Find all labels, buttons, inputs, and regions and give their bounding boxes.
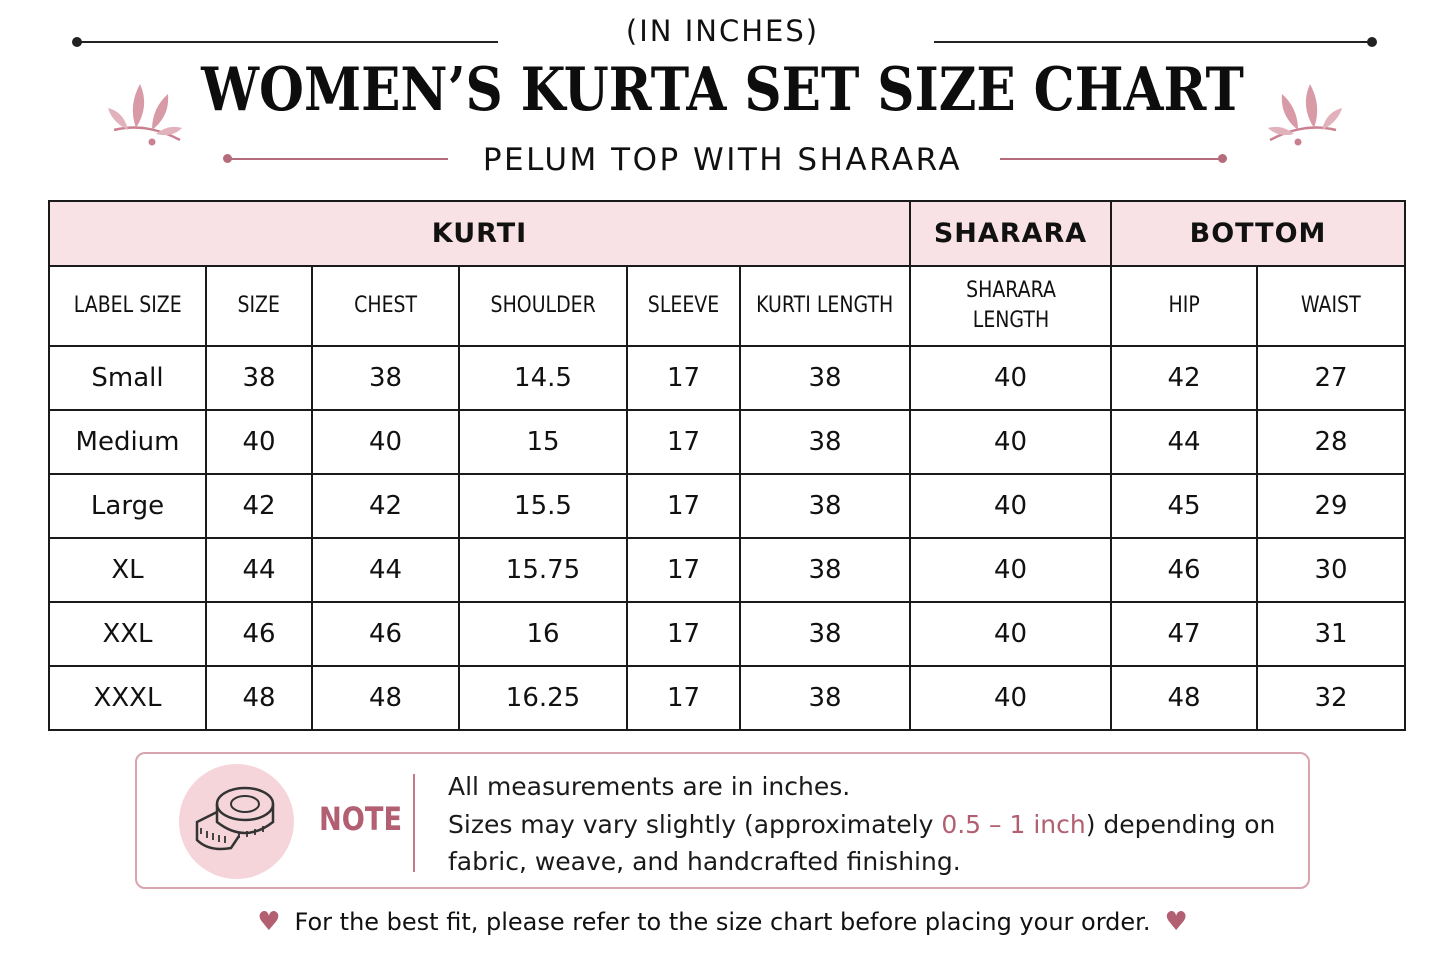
table-body (49, 346, 1405, 730)
heart-icon: ♥ (257, 907, 281, 937)
column-header-row (49, 266, 1405, 346)
table-row (49, 538, 1405, 602)
column-header (1257, 266, 1405, 346)
note-line-1: All measurements are in inches. (448, 772, 851, 801)
table-cell: 47 (1111, 602, 1257, 666)
table-cell: 40 (312, 410, 459, 474)
footer-text: For the best fit, please refer to the size chart before placing your order. (294, 908, 1151, 936)
table-cell: 44 (206, 538, 312, 602)
table-cell: 30 (1257, 538, 1405, 602)
column-header-label: CHEST (354, 293, 417, 318)
top-rule-left (78, 41, 498, 43)
table-cell: 44 (312, 538, 459, 602)
table-cell: 17 (627, 538, 740, 602)
size-label-cell: XL (49, 538, 206, 602)
table-cell: 40 (206, 410, 312, 474)
table-cell: 38 (740, 538, 910, 602)
column-header (1111, 266, 1257, 346)
column-header-label: SLEEVE (647, 293, 720, 318)
column-header (627, 266, 740, 346)
column-header (49, 266, 206, 346)
top-rule-left-dot (72, 37, 82, 47)
table-cell: 17 (627, 666, 740, 730)
table-cell: 46 (1111, 538, 1257, 602)
table-row (49, 346, 1405, 410)
column-header (740, 266, 910, 346)
column-header-label: HIP (1168, 293, 1200, 318)
table-cell: 15.75 (459, 538, 627, 602)
table-row (49, 602, 1405, 666)
note-line-3: fabric, weave, and handcrafted finishing. (448, 847, 961, 876)
table-cell: 14.5 (459, 346, 627, 410)
table-cell: 40 (910, 602, 1111, 666)
subtitle-rule-right (1000, 158, 1222, 160)
table-cell: 38 (740, 410, 910, 474)
table-cell: 42 (1111, 346, 1257, 410)
table-row (49, 474, 1405, 538)
table-cell: 16 (459, 602, 627, 666)
size-chart-table (48, 200, 1406, 731)
group-sharara: SHARARA (910, 201, 1111, 266)
table-cell: 38 (312, 346, 459, 410)
measuring-tape-icon (179, 764, 294, 879)
leaf-sprig-icon (1266, 78, 1344, 148)
column-header (459, 266, 627, 346)
table-cell: 46 (206, 602, 312, 666)
group-bottom: BOTTOM (1111, 201, 1405, 266)
table-cell: 38 (740, 666, 910, 730)
table-cell: 40 (910, 538, 1111, 602)
size-label-cell: Large (49, 474, 206, 538)
table-cell: 38 (740, 346, 910, 410)
top-rule-right-dot (1367, 37, 1377, 47)
table-cell: 44 (1111, 410, 1257, 474)
column-header-label: LABEL SIZE (73, 293, 182, 318)
table-cell: 32 (1257, 666, 1405, 730)
column-header-label: WAIST (1301, 293, 1361, 318)
table-cell: 42 (312, 474, 459, 538)
note-divider (413, 774, 415, 872)
table-cell: 40 (910, 410, 1111, 474)
subtitle: PELUM TOP WITH SHARARA (482, 142, 963, 178)
table-cell: 27 (1257, 346, 1405, 410)
size-label-cell: XXXL (49, 666, 206, 730)
note-highlight: 0.5 – 1 inch (941, 809, 1086, 839)
page-title: WOMEN’S KURTA SET SIZE CHART (201, 55, 1244, 125)
column-header-label: SHARARA LENGTH (965, 278, 1056, 333)
note-line-2-end: ) depending on (1085, 809, 1276, 839)
heart-icon: ♥ (1164, 907, 1188, 937)
table-row (49, 410, 1405, 474)
table-cell: 42 (206, 474, 312, 538)
table-cell: 38 (740, 602, 910, 666)
column-header-label: KURTI LENGTH (756, 293, 894, 318)
group-header-row (49, 201, 1405, 266)
table-cell: 38 (206, 346, 312, 410)
table-cell: 48 (1111, 666, 1257, 730)
size-label-cell: XXL (49, 602, 206, 666)
table-cell: 17 (627, 474, 740, 538)
table-row (49, 666, 1405, 730)
table-cell: 16.25 (459, 666, 627, 730)
table-cell: 15 (459, 410, 627, 474)
unit-note: (IN INCHES) (625, 14, 820, 48)
table-cell: 40 (910, 346, 1111, 410)
table-cell: 17 (627, 410, 740, 474)
group-kurti: KURTI (49, 201, 910, 266)
column-header (910, 266, 1111, 346)
column-header (312, 266, 459, 346)
table-cell: 31 (1257, 602, 1405, 666)
table-cell: 29 (1257, 474, 1405, 538)
top-rule-right (934, 41, 1372, 43)
table-cell: 40 (910, 474, 1111, 538)
table-cell: 28 (1257, 410, 1405, 474)
table-cell: 48 (312, 666, 459, 730)
table-cell: 17 (627, 346, 740, 410)
column-header-label: SHOULDER (490, 293, 596, 318)
column-header (206, 266, 312, 346)
note-box (135, 752, 1310, 889)
subtitle-rule-right-dot (1218, 154, 1227, 163)
table-cell: 17 (627, 602, 740, 666)
size-label-cell: Small (49, 346, 206, 410)
table-cell: 46 (312, 602, 459, 666)
note-line-2-start: Sizes may vary slightly (approximately (448, 809, 942, 839)
note-text (448, 768, 1298, 881)
table-cell: 48 (206, 666, 312, 730)
table-cell: 15.5 (459, 474, 627, 538)
note-line-2 (448, 806, 1298, 844)
column-header-label: SIZE (237, 293, 281, 318)
table-cell: 40 (910, 666, 1111, 730)
table-cell: 38 (740, 474, 910, 538)
size-label-cell: Medium (49, 410, 206, 474)
note-heading: NOTE (319, 800, 403, 838)
table-cell: 45 (1111, 474, 1257, 538)
footer (0, 907, 1445, 937)
